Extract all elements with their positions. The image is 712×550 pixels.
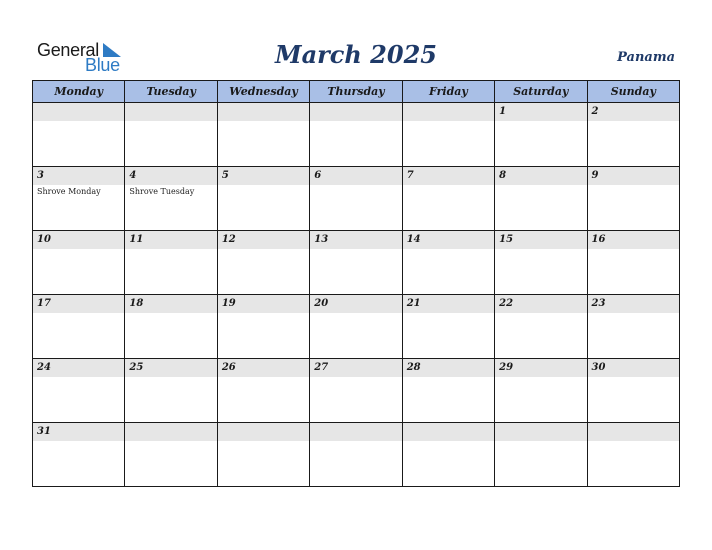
day-number: 22	[499, 298, 514, 309]
day-number: 24	[37, 362, 51, 373]
day-number-band	[125, 423, 216, 441]
calendar-day-cell[interactable]	[33, 231, 125, 295]
day-number: 26	[221, 362, 236, 373]
day-number-band	[218, 167, 309, 185]
calendar-day-cell[interactable]	[310, 423, 402, 487]
day-number: 10	[37, 234, 51, 245]
calendar-day-cell[interactable]	[587, 231, 679, 295]
region-label: Panama	[617, 50, 675, 65]
weekday-header: Thursday	[310, 81, 402, 103]
calendar-day-cell[interactable]	[402, 359, 494, 423]
calendar-day-cell[interactable]	[33, 423, 125, 487]
day-number-band	[588, 295, 679, 313]
weekday-header: Monday	[33, 81, 125, 103]
day-number-band	[310, 103, 401, 121]
day-number: 3	[37, 170, 44, 181]
day-number-band	[403, 103, 494, 121]
calendar-day-cell[interactable]	[217, 231, 309, 295]
calendar-day-cell[interactable]	[587, 423, 679, 487]
day-number-band	[310, 359, 401, 377]
day-number: 21	[406, 298, 421, 309]
day-number-band	[33, 295, 124, 313]
calendar-day-cell[interactable]	[217, 167, 309, 231]
calendar-day-cell[interactable]	[125, 423, 217, 487]
day-number: 16	[591, 234, 606, 245]
day-number-band	[403, 167, 494, 185]
day-number-band	[125, 359, 216, 377]
calendar-day-cell[interactable]	[402, 167, 494, 231]
day-number-band	[588, 423, 679, 441]
calendar-day-cell[interactable]	[402, 231, 494, 295]
day-number: 9	[591, 170, 599, 181]
calendar-day-cell[interactable]	[495, 231, 587, 295]
calendar-day-cell[interactable]	[587, 167, 679, 231]
day-number-band	[588, 359, 679, 377]
logo-word-blue: Blue	[85, 55, 120, 75]
day-number-band	[218, 423, 309, 441]
calendar-day-cell[interactable]	[402, 295, 494, 359]
day-number-band	[403, 423, 494, 441]
calendar-day-cell[interactable]	[33, 359, 125, 423]
calendar-day-cell[interactable]	[125, 167, 217, 231]
day-number: 17	[37, 298, 51, 309]
calendar-week-row	[33, 231, 680, 295]
calendar-day-cell[interactable]	[495, 167, 587, 231]
day-number-band	[495, 167, 586, 185]
holiday-label: Shrove Monday	[37, 187, 101, 196]
day-number: 8	[499, 170, 507, 181]
calendar-day-cell[interactable]	[33, 103, 125, 167]
day-number-band	[33, 359, 124, 377]
day-number-band	[495, 359, 586, 377]
day-number: 23	[591, 298, 606, 309]
calendar-day-cell[interactable]	[125, 231, 217, 295]
calendar-week-row	[33, 359, 680, 423]
day-number: 29	[499, 362, 514, 373]
day-number-band	[33, 103, 124, 121]
day-number: 31	[37, 426, 51, 437]
weekday-header: Sunday	[587, 81, 679, 103]
day-number-band	[310, 231, 401, 249]
calendar-day-cell[interactable]	[310, 167, 402, 231]
day-number: 14	[406, 234, 421, 245]
calendar-day-cell[interactable]	[495, 423, 587, 487]
calendar-day-cell[interactable]	[33, 167, 125, 231]
weekday-header: Saturday	[495, 81, 587, 103]
calendar-day-cell[interactable]	[587, 103, 679, 167]
day-number: 4	[129, 170, 137, 181]
calendar-day-cell[interactable]	[125, 295, 217, 359]
day-number-band	[218, 231, 309, 249]
weekday-header-row	[33, 81, 680, 103]
day-number-band	[495, 295, 586, 313]
day-number: 25	[129, 362, 144, 373]
day-number-band	[403, 295, 494, 313]
day-number-band	[310, 423, 401, 441]
logo-word-general: General	[37, 40, 99, 60]
day-number-band	[495, 423, 586, 441]
day-number-band	[588, 231, 679, 249]
calendar-day-cell[interactable]	[495, 295, 587, 359]
calendar-day-cell[interactable]	[125, 359, 217, 423]
calendar-day-cell[interactable]	[33, 295, 125, 359]
calendar-day-cell[interactable]	[217, 295, 309, 359]
calendar-day-cell[interactable]	[217, 103, 309, 167]
page-title: March 2025	[275, 40, 437, 69]
calendar-weeks	[33, 103, 680, 487]
day-number: 13	[314, 234, 329, 245]
calendar-day-cell[interactable]	[310, 359, 402, 423]
day-number: 11	[129, 234, 144, 245]
day-number: 12	[221, 234, 236, 245]
calendar-day-cell[interactable]	[310, 231, 402, 295]
calendar-week-row	[33, 423, 680, 487]
day-number: 18	[129, 298, 144, 309]
day-number: 30	[591, 362, 606, 373]
day-number: 27	[314, 362, 329, 373]
calendar-week-row	[33, 167, 680, 231]
day-number: 1	[499, 106, 507, 117]
day-number-band	[218, 359, 309, 377]
weekday-header: Friday	[402, 81, 494, 103]
day-number-band	[218, 295, 309, 313]
day-number-band	[33, 231, 124, 249]
day-number-band	[588, 167, 679, 185]
calendar-week-row	[33, 295, 680, 359]
day-number-band	[218, 103, 309, 121]
day-number: 5	[221, 170, 229, 181]
day-number: 7	[406, 170, 414, 181]
calendar-week-row	[33, 103, 680, 167]
weekday-header: Wednesday	[217, 81, 309, 103]
day-number: 2	[591, 106, 599, 117]
day-number-band	[495, 231, 586, 249]
day-number-band	[125, 295, 216, 313]
calendar-day-cell[interactable]	[217, 359, 309, 423]
day-number-band	[495, 103, 586, 121]
day-number: 20	[314, 298, 329, 309]
day-number-band	[33, 423, 124, 441]
calendar-day-cell[interactable]	[495, 103, 587, 167]
day-number-band	[403, 231, 494, 249]
day-number-band	[125, 103, 216, 121]
holiday-label: Shrove Tuesday	[129, 187, 195, 196]
calendar-day-cell[interactable]	[495, 359, 587, 423]
day-number-band	[33, 167, 124, 185]
calendar-day-cell[interactable]	[587, 359, 679, 423]
day-number-band	[125, 231, 216, 249]
calendar-day-cell[interactable]	[310, 103, 402, 167]
day-number: 28	[406, 362, 421, 373]
calendar-day-cell[interactable]	[402, 103, 494, 167]
weekday-header: Tuesday	[125, 81, 217, 103]
calendar-day-cell[interactable]	[125, 103, 217, 167]
day-number-band	[310, 167, 401, 185]
day-number: 15	[499, 234, 514, 245]
calendar-day-cell[interactable]	[217, 423, 309, 487]
calendar-day-cell[interactable]	[310, 295, 402, 359]
day-number: 6	[314, 170, 322, 181]
day-number-band	[403, 359, 494, 377]
calendar-day-cell[interactable]	[587, 295, 679, 359]
day-number: 19	[221, 298, 236, 309]
calendar-day-cell[interactable]	[402, 423, 494, 487]
day-number-band	[310, 295, 401, 313]
day-number-band	[588, 103, 679, 121]
calendar-grid	[32, 80, 680, 487]
day-number-band	[125, 167, 216, 185]
